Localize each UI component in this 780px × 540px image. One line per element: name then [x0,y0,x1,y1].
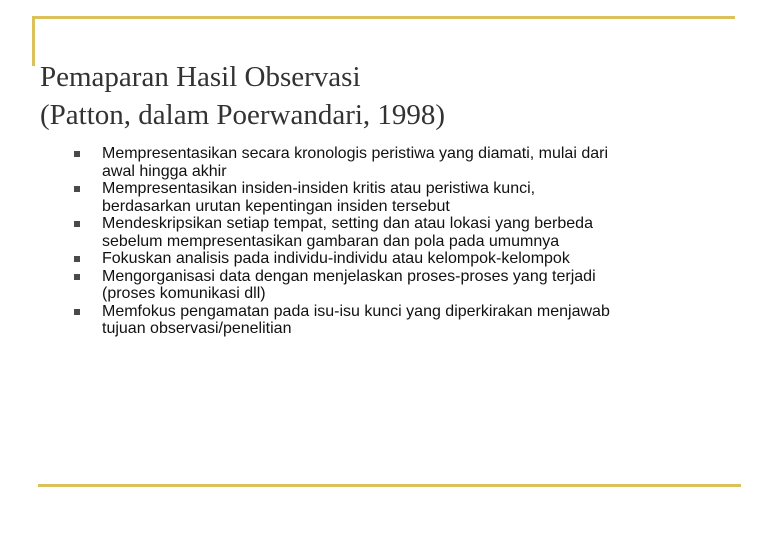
bullet-line: Mengorganisasi data dengan menjelaskan proses-proses yang terjadi [102,267,596,285]
square-bullet-icon [74,256,80,262]
title-line: (Patton, dalam Poerwandari, 1998) [40,99,446,131]
bullet-item [70,180,730,215]
bullet-item [70,215,730,250]
bullet-line: Fokuskan analisis pada individu-individu atau kelompok-kelompok [102,250,570,267]
bottom-rule [38,484,741,487]
left-rule [32,16,35,66]
bullet-line: sebelum mempresentasikan gambaran dan pola pada umumnya [102,232,560,250]
square-bullet-icon [74,186,80,192]
bullet-line: Mendeskripsikan setiap tempat, setting dan atau lokasi yang berbeda [102,215,593,232]
bullet-list [70,145,730,338]
bullet-line: berdasarkan urutan kepentingan insiden tersebut [102,197,450,215]
bullet-item [70,268,730,303]
top-rule [32,16,735,19]
bullet-line: Mempresentasikan insiden-insiden kritis atau peristiwa kunci, [102,180,536,197]
bullet-item [70,303,730,338]
bullet-line: Memfokus pengamatan pada isu-isu kunci yang diperkirakan menjawab [102,302,610,320]
title-line: Pemaparan Hasil Observasi [40,61,361,93]
square-bullet-icon [74,309,80,315]
square-bullet-icon [74,151,80,157]
square-bullet-icon [74,274,80,280]
bullet-line: Mempresentasikan secara kronologis peristiwa yang diamati, mulai dari [102,145,609,162]
bullet-item [70,250,730,268]
slide-title [40,58,740,134]
square-bullet-icon [74,221,80,227]
bullet-line: (proses komunikasi dll) [102,285,266,302]
bullet-item [70,145,730,180]
bullet-line: tujuan observasi/penelitian [102,320,292,337]
bullet-line: awal hingga akhir [102,162,227,180]
